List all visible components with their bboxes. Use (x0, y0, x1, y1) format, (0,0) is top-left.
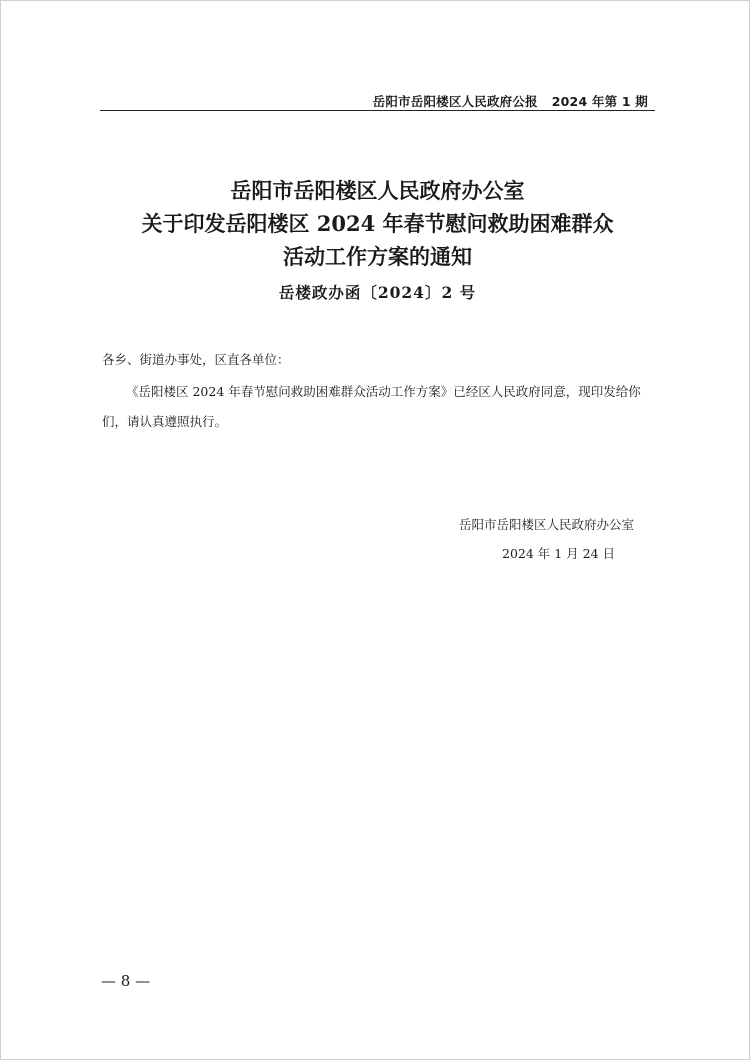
header-rule (100, 110, 655, 111)
signature-date: 2024 年 1 月 24 日 (502, 546, 616, 561)
page-number: — 8 — (101, 972, 151, 990)
body-text: 《岳阳楼区 2024 年春节慰问救助困难群众活动工作方案》已经区人民政府同意，现印发给你们，请认真遵照执行。 (102, 384, 641, 429)
document-number: 岳楼政办函〔2024〕2 号 (278, 283, 477, 302)
issue-number: 2024 年第 1 期 (551, 94, 648, 109)
title-block (100, 174, 655, 303)
title-line-1: 岳阳市岳阳楼区人民政府办公室 (230, 178, 525, 203)
salutation: 各乡、街道办事处，区直各单位： (102, 352, 290, 367)
body-paragraph (102, 377, 650, 437)
title-line-3: 活动工作方案的通知 (283, 244, 472, 269)
signature-organization: 岳阳市岳阳楼区人民政府办公室 (459, 517, 635, 532)
title-line-2: 关于印发岳阳楼区 2024 年春节慰问救助困难群众 (141, 211, 614, 236)
publication-name: 岳阳市岳阳楼区人民政府公报 (372, 94, 538, 109)
running-header (373, 92, 648, 110)
